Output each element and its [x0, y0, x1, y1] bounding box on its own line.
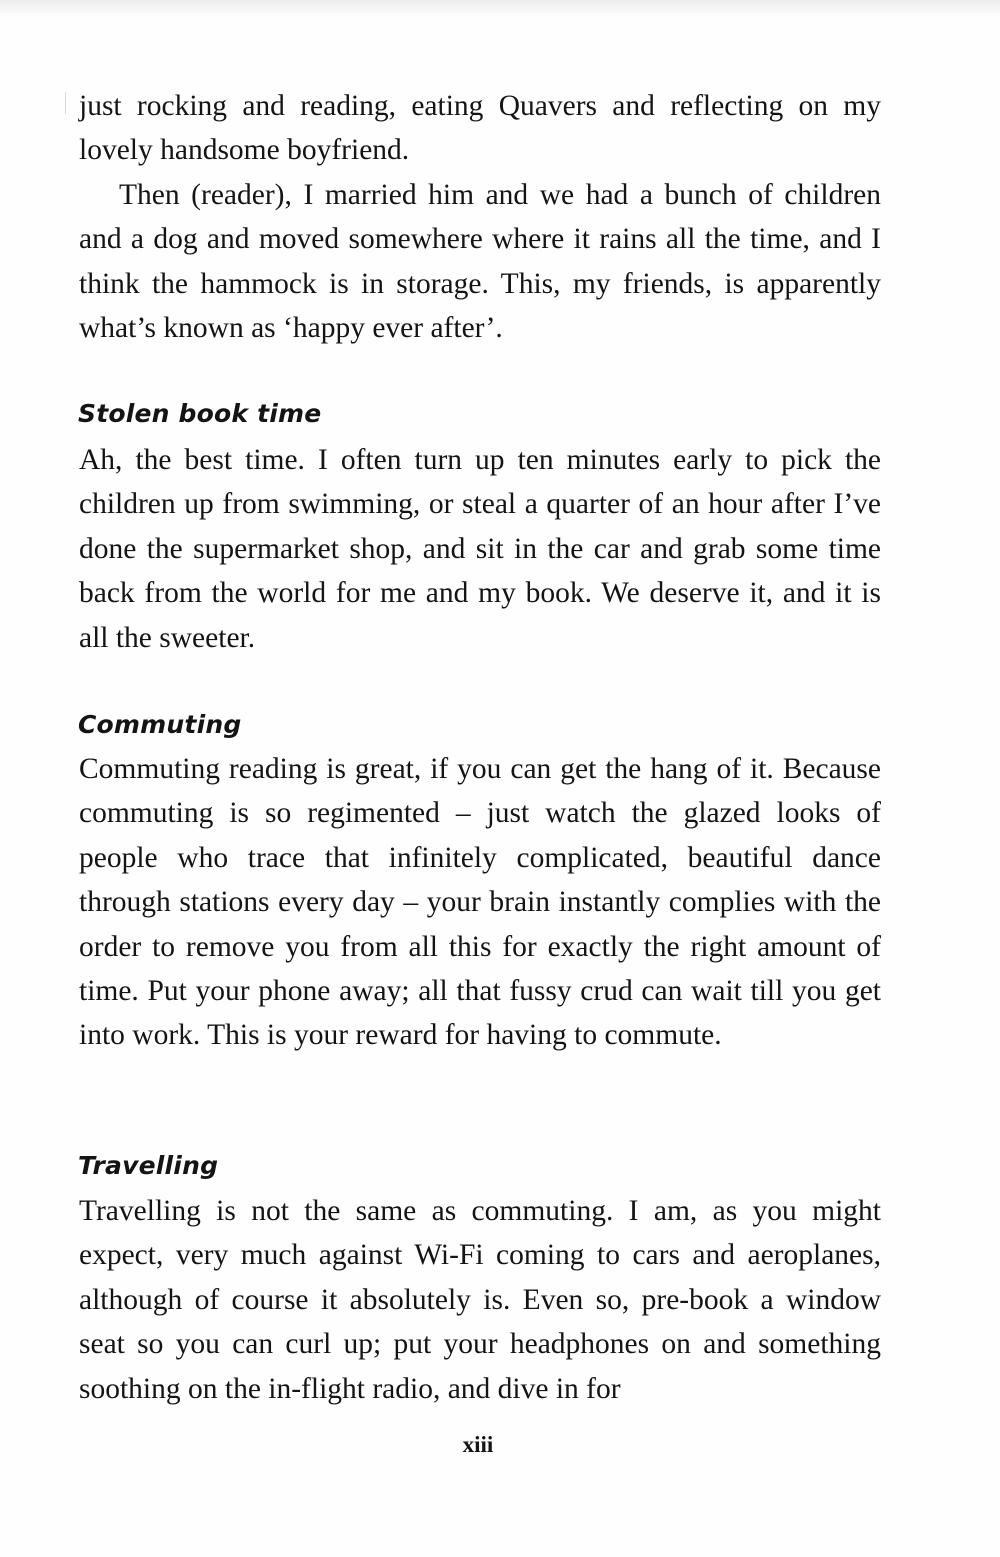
intro-continuation-paragraph: just rocking and reading, eating Quavers and reflecting on my lovely handsome boyfriend. — [79, 90, 881, 167]
section-paragraph: Commuting reading is great, if you can get the hang of it. Because commuting is so regimented – just watch the glazed looks of people who trace that infinitely complicated, beautiful dance through stations every day – your brain instantly complies with the order to remove you from all this for exactly the right amount of time. Put your phone away; all that fussy crud can wait till you get into work. This is your reward for having to commute. — [79, 753, 881, 1052]
section-body-stolen-book-time — [79, 438, 881, 660]
section-heading-stolen-book-time: Stolen book time — [78, 399, 322, 428]
margin-mark — [65, 92, 66, 114]
intro-paragraph: Then (reader), I married him and we had a bunch of children and a dog and moved somewhere where it rains all the time, and I think the hammock is in storage. This, my friends, is apparently what’s known as ‘happy ever after’. — [79, 178, 881, 345]
intro-block — [79, 84, 881, 350]
page-number: xiii — [462, 1432, 494, 1457]
section-body-commuting — [79, 747, 881, 1058]
section-paragraph: Travelling is not the same as commuting. I am, as you might expect, very much against Wi-Fi coming to cars and aeroplanes, although of course it absolutely is. Even so, pre-book a window seat so you can curl up; put your headphones on and something soothing on the in-flight radio, and dive in for — [79, 1195, 881, 1405]
page-edge-shadow — [0, 0, 1000, 18]
section-body-travelling — [79, 1189, 881, 1411]
section-heading-travelling: Travelling — [78, 1151, 219, 1180]
section-paragraph: Ah, the best time. I often turn up ten minutes early to pick the children up from swimming, or steal a quarter of an hour after I’ve done the supermarket shop, and sit in the car and grab some time back from the world for me and my book. We deserve it, and it is all the sweeter. — [79, 444, 881, 654]
section-heading-commuting: Commuting — [78, 710, 242, 739]
